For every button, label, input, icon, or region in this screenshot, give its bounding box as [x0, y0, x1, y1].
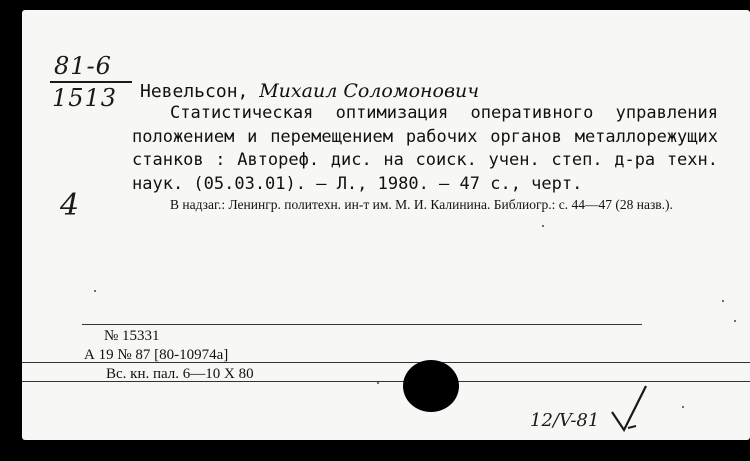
handwritten-date: 12/V-81	[530, 410, 600, 431]
author-heading	[140, 80, 479, 102]
shelf-mark-divider	[50, 81, 132, 83]
author-handwritten: Михаил Соломонович	[259, 80, 480, 102]
check-mark-icon	[606, 382, 666, 440]
catalog-card	[22, 10, 750, 440]
bibliographic-note: В надзаг.: Ленингр. политехн. ин-т им. М. И. Калинина. Библиогр.: с. 44—47 (28 назв.).	[170, 197, 673, 212]
print-info: Вс. кн. пал. 6—10 X 80	[106, 366, 254, 382]
copy-mark: 4	[60, 188, 80, 223]
author-printed: Невельсон,	[140, 81, 260, 102]
catalog-code: А 19 № 87 [80-10974а]	[84, 347, 229, 363]
accession-number: № 15331	[104, 328, 160, 344]
shelf-mark-top: 81-6	[54, 52, 112, 80]
shelf-mark-bottom: 1513	[52, 84, 118, 112]
divider-line	[82, 324, 642, 325]
punch-hole	[403, 360, 459, 412]
bibliographic-description: Статистическая оптимизация оперативного управления положением и перемещением рабочих органов металлорежущих станков : Автореф. дис. на соиск. учен. степ. д-ра техн. наук. (05.03.01). — Л., 1980. — 47 с., черт.	[132, 103, 718, 194]
